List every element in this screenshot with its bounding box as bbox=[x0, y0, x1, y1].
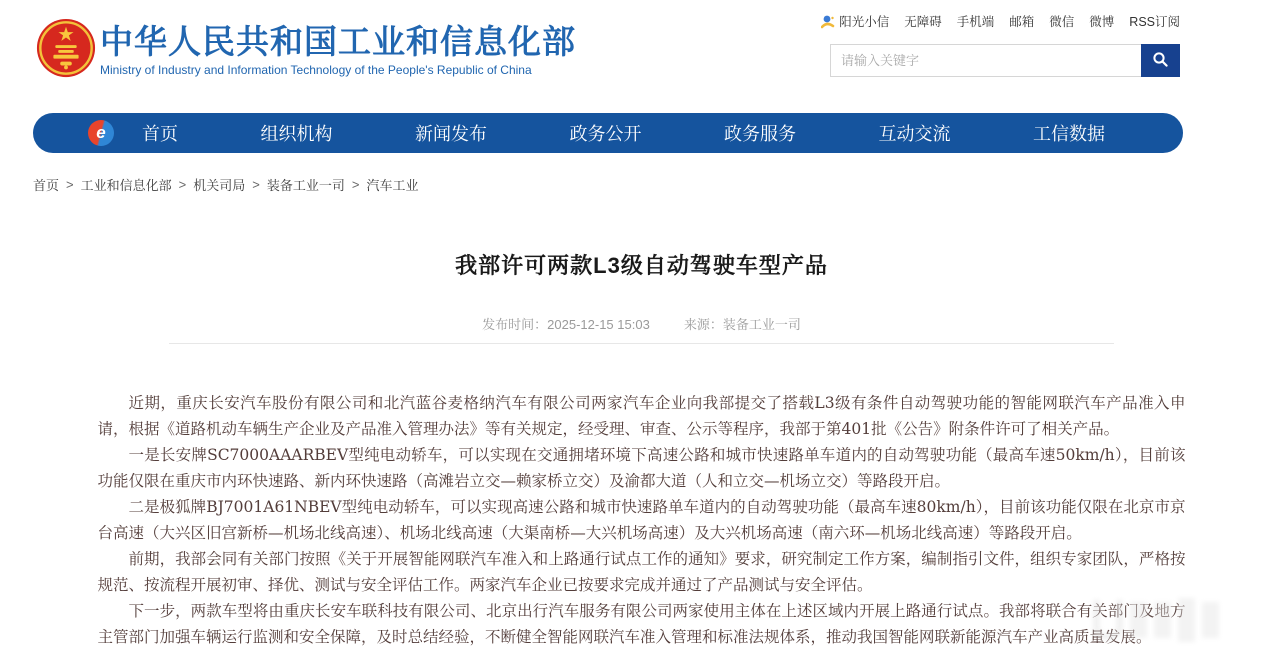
search-icon bbox=[1152, 51, 1169, 71]
site-name: 中华人民共和国工业和信息化部 bbox=[100, 23, 576, 60]
article bbox=[98, 249, 1186, 650]
sunshine-icon bbox=[821, 14, 835, 29]
nav-item-news[interactable]: 新闻发布 bbox=[415, 124, 487, 144]
article-body bbox=[98, 390, 1186, 650]
breadcrumb bbox=[33, 175, 1283, 194]
nav-item-interaction[interactable]: 互动交流 bbox=[878, 124, 951, 144]
breadcrumb-item-equipment-industry-dept1[interactable]: 装备工业一司 bbox=[266, 178, 345, 193]
article-paragraph: 一是长安牌SC7000AAARBEV型纯电动轿车，可以实现在交通拥堵环境下高速公路和城市快速路单车道内的自动驾驶功能（最高车速50km/h），目前该功能仅限在重庆市内环快速路、新内环快速路（高滩岩立交—赖家桥立交）及渝都大道（人和立交—机场立交）等路段开启。 bbox=[97, 446, 1186, 490]
link-wechat[interactable] bbox=[1049, 12, 1074, 30]
quick-link-label: 微信 bbox=[1049, 15, 1075, 29]
article-meta bbox=[98, 314, 1186, 333]
source-label: 来源： bbox=[683, 317, 723, 332]
search-input[interactable] bbox=[831, 45, 1141, 76]
watermark-shape bbox=[1202, 602, 1219, 638]
article-paragraph: 近期，重庆长安汽车股份有限公司和北汽蓝谷麦格纳汽车有限公司两家汽车企业向我部提交了搭载L3级有条件自动驾驶功能的智能网联汽车产品准入申请，根据《道路机动车辆生产企业及产品准入管理办法》等有关规定，经受理、审查、公示等程序，我部于第401批《公告》附条件许可了相关产品。 bbox=[97, 394, 1186, 438]
link-mobile[interactable] bbox=[957, 12, 995, 30]
publish-time-label: 发布时间： bbox=[482, 317, 548, 332]
quick-link-label: RSS订阅 bbox=[1129, 15, 1180, 29]
breadcrumb-separator: > bbox=[178, 177, 187, 192]
site-title-block bbox=[100, 24, 576, 77]
quick-link-label: 手机端 bbox=[956, 15, 995, 29]
link-rss[interactable] bbox=[1129, 12, 1180, 30]
nav-item-organization[interactable]: 组织机构 bbox=[260, 124, 333, 144]
search-button[interactable] bbox=[1141, 44, 1180, 77]
quick-links bbox=[821, 12, 1180, 30]
source-value: 装备工业一司 bbox=[722, 317, 801, 332]
quick-link-label: 阳光小信 bbox=[839, 15, 890, 29]
article-paragraph: 前期，我部会同有关部门按照《关于开展智能网联汽车准入和上路通行试点工作的通知》要求，研究制定工作方案，编制指引文件，组织专家团队，严格按规范、按流程开展初审、择优、测试与安全评估工作。两家汽车企业已按要求完成并通过了产品测试与安全评估。 bbox=[97, 550, 1186, 594]
article-title: 我部许可两款L3级自动驾驶车型产品 bbox=[455, 253, 828, 278]
nav-item-gov-affairs[interactable]: 政务公开 bbox=[569, 124, 642, 144]
quick-link-label: 邮箱 bbox=[1009, 15, 1035, 29]
breadcrumb-item-miit[interactable]: 工业和信息化部 bbox=[80, 178, 172, 193]
site-name-english: Ministry of Industry and Information Technology of the People's Republic of China bbox=[100, 63, 532, 77]
link-accessibility[interactable] bbox=[904, 12, 942, 30]
nav-item-home[interactable]: 首页 bbox=[142, 124, 178, 144]
search-box bbox=[830, 44, 1180, 77]
breadcrumb-item-auto-industry[interactable]: 汽车工业 bbox=[366, 178, 419, 193]
article-paragraph: 下一步，两款车型将由重庆长安车联科技有限公司、北京出行汽车服务有限公司两家使用主体在上述区域内开展上路通行试点。我部将联合有关部门及地方主管部门加强车辆运行监测和安全保障，及时总结经验，不断健全智能网联汽车准入管理和标准法规体系，推动我国智能网联新能源汽车产业高质量发展。 bbox=[97, 602, 1186, 646]
quick-link-label: 微博 bbox=[1089, 15, 1115, 29]
site-header bbox=[0, 0, 1283, 103]
breadcrumb-separator: > bbox=[66, 177, 74, 192]
nav-item-miit-data[interactable]: 工信数据 bbox=[1033, 124, 1105, 144]
article-paragraph: 二是极狐牌BJ7001A61NBEV型纯电动轿车，可以实现高速公路和城市快速路单车道内的自动驾驶功能（最高车速80km/h），目前该功能仅限在北京市京台高速（大兴区旧宫新桥—机场北线高速）、机场北线高速（大渠南桥—大兴机场高速）及大兴机场高速（南六环—机场北线高速）等路段开启。 bbox=[97, 498, 1186, 542]
breadcrumb-separator: > bbox=[351, 177, 360, 192]
publish-time: 2025-12-15 15:03 bbox=[547, 317, 650, 332]
meta-divider bbox=[169, 343, 1114, 344]
quick-link-label: 无障碍 bbox=[904, 15, 942, 29]
main-nav bbox=[33, 113, 1183, 153]
nav-item-gov-services[interactable]: 政务服务 bbox=[724, 124, 796, 144]
link-yangguang-xiaoxin[interactable] bbox=[821, 12, 889, 30]
national-emblem-icon bbox=[35, 17, 97, 79]
link-mail[interactable] bbox=[1009, 12, 1034, 30]
breadcrumb-item-home[interactable]: 首页 bbox=[33, 178, 60, 193]
breadcrumb-item-departments[interactable]: 机关司局 bbox=[193, 178, 246, 193]
link-weibo[interactable] bbox=[1089, 12, 1114, 30]
nav-items bbox=[142, 120, 1105, 146]
gear-e-logo-icon: e bbox=[88, 120, 114, 146]
breadcrumb-separator: > bbox=[252, 177, 260, 192]
